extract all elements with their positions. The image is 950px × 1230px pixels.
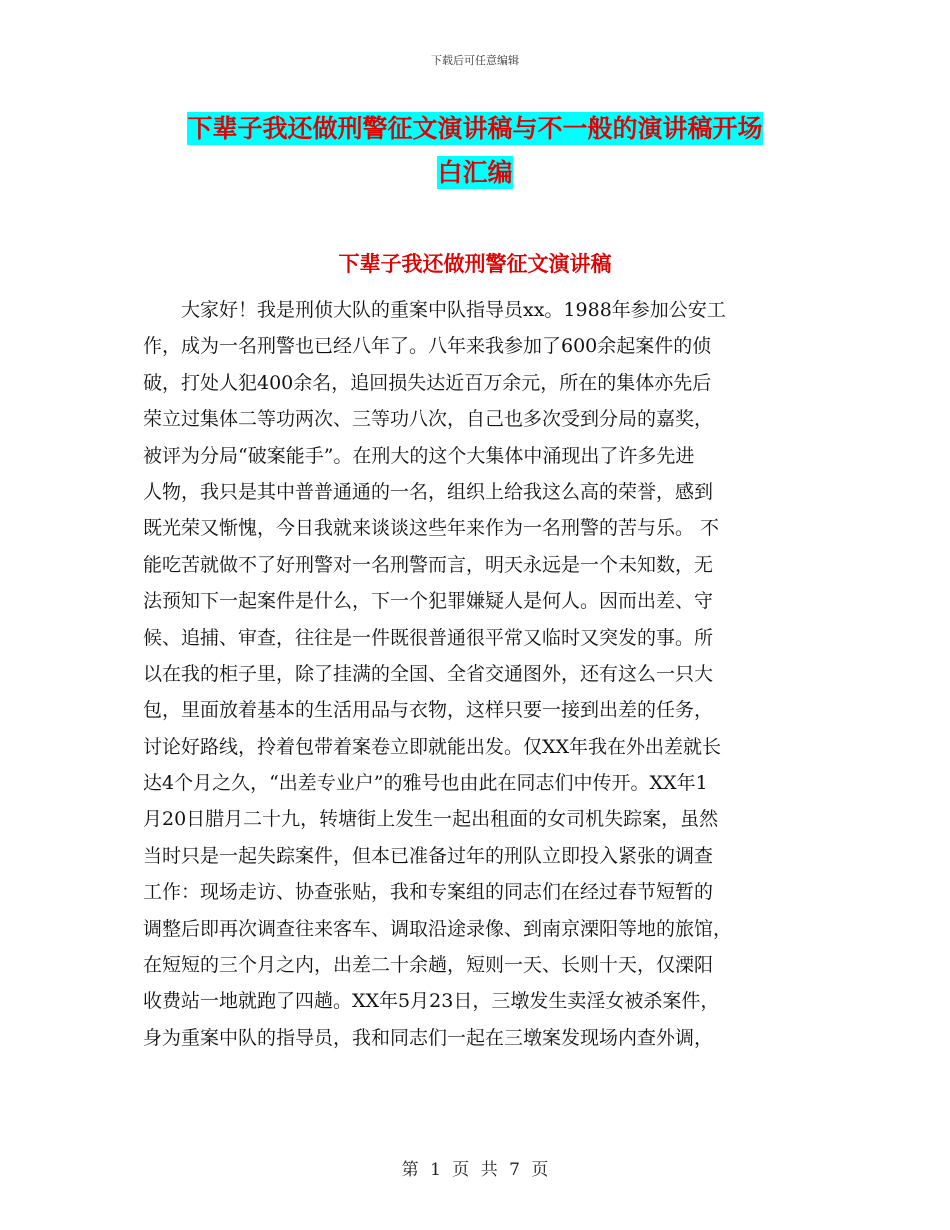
body-line: 调整后即再次调查往来客车、调取沿途录像、到南京溧阳等地的旅馆， (143, 917, 733, 940)
body-line: 讨论好路线，拎着包带着案卷立即就能出发。仅XX年我在外出差就长 (143, 735, 722, 758)
body-line: 当时只是一起失踪案件，但本已准备过年的刑队立即投入紧张的调查 (143, 844, 714, 867)
body-line: 达4个月之久，“出差专业户”的雅号也由此在同志们中传开。XX年1 (143, 772, 708, 795)
body-line: 大家好！我是刑侦大队的重案中队指导员xx。1988年参加公安工 (143, 299, 726, 321)
body-line: 人物，我只是其中普普通通的一名，组织上给我这么高的荣誉，感到 (143, 480, 714, 503)
body-line: 工作：现场走访、协查张贴，我和专案组的同志们在经过春节短暂的 (143, 881, 714, 904)
body-line: 以在我的柜子里，除了挂满的全国、全省交通图外，还有这么一只大 (143, 662, 714, 685)
body-line: 荣立过集体二等功两次、三等功八次，自己也多次受到分局的嘉奖， (143, 408, 714, 431)
body-line: 既光荣又惭愧，今日我就来谈谈这些年来作为一名刑警的苦与乐。 不 (143, 517, 720, 540)
body-line: 候、追捕、审查，往往是一件既很普通很平常又临时又突发的事。所 (143, 626, 714, 649)
page-header-note: 下载后可任意编辑 (431, 54, 519, 67)
body-text (143, 292, 808, 1056)
body-line: 能吃苦就做不了好刑警对一名刑警而言，明天永远是一个未知数，无 (143, 553, 714, 576)
page-number: 第 1 页 共 7 页 (401, 1160, 549, 1180)
body-line: 作，成为一名刑警也已经八年了。八年来我参加了600余起案件的侦 (143, 335, 712, 358)
body-line: 月20日腊月二十九，转塘街上发生一起出租面的女司机失踪案，虽然 (143, 808, 719, 831)
body-line: 包，里面放着基本的生活用品与衣物，这样只要一接到出差的任务， (143, 699, 714, 722)
title-line-1: 下辈子我还做刑警征文演讲稿与不一般的演讲稿开场 (187, 114, 763, 143)
body-line: 法预知下一起案件是什么，下一个犯罪嫌疑人是何人。因而出差、守 (143, 590, 714, 613)
document-title (150, 107, 800, 195)
title-line-2: 白汇编 (437, 158, 513, 187)
body-line: 收费站一地就跑了四趟。XX年5月23日，三墩发生卖淫女被杀案件， (143, 990, 720, 1013)
section-title: 下辈子我还做刑警征文演讲稿 (338, 252, 612, 276)
body-line: 在短短的三个月之内，出差二十余趟，短则一天、长则十天，仅溧阳 (143, 954, 714, 977)
body-line: 身为重案中队的指导员，我和同志们一起在三墩案发现场内查外调， (143, 1026, 714, 1049)
body-line: 被评为分局“破案能手”。在刑大的这个大集体中涌现出了许多先进 (143, 444, 695, 467)
body-line: 破，打处人犯400余名，追回损失达近百万余元，所在的集体亦先后 (143, 371, 712, 394)
